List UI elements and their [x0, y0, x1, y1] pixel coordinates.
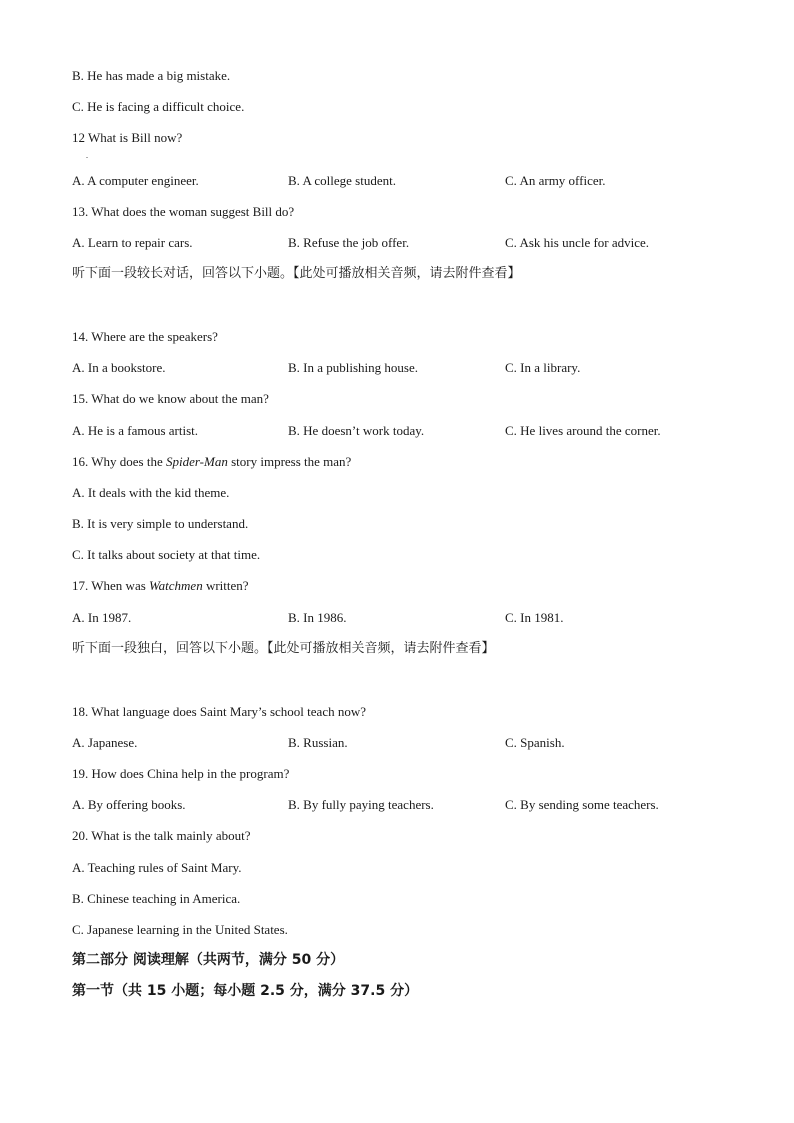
q19-stem: 19. How does China help in the program?	[72, 766, 290, 781]
section1-heading: 第一节（共 15 小题；每小题 2.5 分，满分 37.5 分）	[72, 983, 419, 999]
q13-option-c: C. Ask his uncle for advice.	[505, 235, 650, 250]
q13-option-a: A. Learn to repair cars.	[72, 235, 193, 250]
q15-stem: 15. What do we know about the man?	[72, 391, 269, 406]
q12-option-c: C. An army officer.	[505, 173, 606, 188]
q11-option-b: B. He has made a big mistake.	[72, 68, 231, 83]
q17-stem-title: Watchmen	[149, 578, 203, 593]
q16-stem-suffix: story impress the man?	[227, 454, 352, 469]
q12-option-a: A. A computer engineer.	[72, 173, 199, 188]
q14-option-b: B. In a publishing house.	[288, 360, 418, 375]
q14-stem: 14. Where are the speakers?	[72, 329, 218, 344]
q19-option-c: C. By sending some teachers.	[505, 797, 659, 812]
q12-option-b: B. A college student.	[288, 173, 396, 188]
q20-option-b: B. Chinese teaching in America.	[72, 891, 241, 906]
q17-stem-prefix: 17. When was	[72, 578, 150, 593]
q13-stem: 13. What does the woman suggest Bill do?	[72, 204, 295, 219]
q13-option-b: B. Refuse the job offer.	[288, 235, 410, 250]
q19-option-a: A. By offering books.	[72, 797, 186, 812]
q16-option-c: C. It talks about society at that time.	[72, 547, 261, 562]
q16-option-b: B. It is very simple to understand.	[72, 516, 249, 531]
q18-option-b: B. Russian.	[288, 735, 348, 750]
q20-option-c: C. Japanese learning in the United States.	[72, 922, 288, 937]
q18-stem: 18. What language does Saint Mary’s school teach now?	[72, 704, 366, 719]
q17-stem	[72, 578, 249, 594]
q14-option-a: A. In a bookstore.	[72, 360, 166, 375]
q16-option-a: A. It deals with the kid theme.	[72, 485, 230, 500]
part2-heading: 第二部分 阅读理解（共两节，满分 50 分）	[72, 952, 345, 968]
q19-option-b: B. By fully paying teachers.	[288, 797, 434, 812]
q17-option-a: A. In 1987.	[72, 610, 132, 625]
q17-stem-suffix: written?	[202, 578, 249, 593]
q12-stem: 12 What is Bill now?	[72, 130, 183, 145]
instruction-dialogue: 听下面一段较长对话，回答以下小题。【此处可播放相关音频，请去附件查看】	[72, 266, 521, 281]
q17-option-b: B. In 1986.	[288, 610, 347, 625]
q16-stem-prefix: 16. Why does the	[72, 454, 166, 469]
q17-option-c: C. In 1981.	[505, 610, 564, 625]
q18-option-c: C. Spanish.	[505, 735, 565, 750]
q18-option-a: A. Japanese.	[72, 735, 138, 750]
q16-stem-title: Spider-Man	[166, 454, 228, 469]
q20-stem: 20. What is the talk mainly about?	[72, 828, 251, 843]
q11-option-c: C. He is facing a difficult choice.	[72, 99, 245, 114]
q14-option-c: C. In a library.	[505, 360, 581, 375]
q16-stem	[72, 454, 351, 470]
stray-dot: .	[86, 151, 88, 160]
q15-option-c: C. He lives around the corner.	[505, 423, 661, 438]
q15-option-a: A. He is a famous artist.	[72, 423, 199, 438]
q20-option-a: A. Teaching rules of Saint Mary.	[72, 860, 242, 875]
instruction-monologue: 听下面一段独白，回答以下小题。【此处可播放相关音频，请去附件查看】	[72, 641, 495, 656]
q15-option-b: B. He doesn’t work today.	[288, 423, 425, 438]
